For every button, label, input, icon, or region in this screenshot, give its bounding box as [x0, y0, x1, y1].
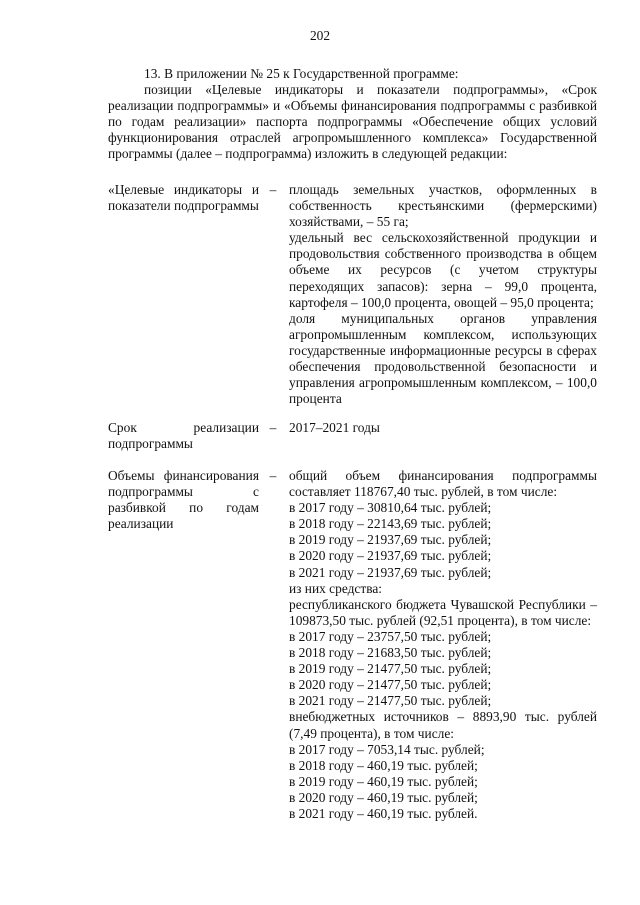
row-label: «Целевые индикаторы и показатели подпрограммы — [108, 182, 259, 214]
intro — [108, 66, 597, 163]
content-item: общий объем финансирования подпрограммы составляет 118767,40 тыс. рублей, в том числе: — [289, 468, 597, 500]
content-item: в 2017 году – 7053,14 тыс. рублей; — [289, 741, 485, 757]
content-item: в 2020 году – 460,19 тыс. рублей; — [289, 789, 478, 805]
content-item: в 2017 году – 30810,64 тыс. рублей; — [289, 500, 492, 516]
content-item: в 2021 году – 21477,50 тыс. рублей; — [289, 693, 492, 709]
content-item: площадь земельных участков, оформленных в собственность крестьянскими (фермерскими) хозяйствами, – 55 га; — [289, 182, 597, 230]
content-item: 2017–2021 годы — [289, 420, 380, 435]
content-item: республиканского бюджета Чувашской Республики – 109873,50 тыс. рублей (92,51 процента), в том числе: — [289, 596, 597, 628]
content-item: в 2017 году – 23757,50 тыс. рублей; — [289, 628, 492, 644]
row-content — [289, 182, 597, 407]
row-content — [289, 420, 597, 436]
content-item: в 2018 году – 22143,69 тыс. рублей; — [289, 516, 492, 532]
content-item: в 2021 году – 460,19 тыс. рублей. — [289, 805, 478, 821]
row-dash: – — [269, 468, 277, 483]
content-item: из них средства: — [289, 580, 383, 596]
content-item: внебюджетных источников – 8893,90 тыс. рублей (7,49 процента), в том числе: — [289, 709, 597, 741]
page-number: 202 — [309, 28, 331, 43]
content-item: в 2020 году – 21477,50 тыс. рублей; — [289, 677, 492, 693]
intro-paragraph: позиции «Целевые индикаторы и показатели подпрограммы», «Срок реализации подпрограммы» и «Объемы финансирования подпрограммы с разбивкой по годам реализации» паспорта подпрограммы «Обеспечение общих условий функционирования отраслей агропромышленного комплекса» Государственной программы (далее – подпрограмма) изложить в следующей редакции: — [108, 82, 597, 162]
content-item: удельный вес сельскохозяйственной продукции и продовольствия собственного производства в общем объеме их ресурсов (с учетом структуры переходящих запасов): зерна – 99,0 процента, картофеля – 100,0 процента, овощей – 95,0 процента; — [289, 230, 597, 310]
intro-heading: 13. В приложении № 25 к Государственной программе: — [144, 66, 459, 81]
row-content — [289, 468, 597, 822]
content-item: доля муниципальных органов управления агропромышленным комплексом, использующих государственные информационные ресурсы в сферах обеспечения продовольственной безопасности и управления агропромышленным комплексом, – 100,0 процента — [289, 310, 597, 407]
content-item: в 2021 году – 21937,69 тыс. рублей; — [289, 564, 492, 580]
content-item: в 2020 году – 21937,69 тыс. рублей; — [289, 548, 492, 564]
row-label: Объемы финансирования подпрограммы с разбивкой по годам реализации — [108, 468, 259, 532]
content-item: в 2019 году – 21937,69 тыс. рублей; — [289, 532, 492, 548]
content-item: в 2019 году – 460,19 тыс. рублей; — [289, 773, 478, 789]
row-label: Срок реализации подпрограммы — [108, 420, 259, 452]
row-dash: – — [269, 182, 277, 197]
content-item: в 2018 году – 21683,50 тыс. рублей; — [289, 645, 492, 661]
row-dash: – — [269, 420, 277, 435]
content-item: в 2019 году – 21477,50 тыс. рублей; — [289, 661, 492, 677]
content-item: в 2018 году – 460,19 тыс. рублей; — [289, 757, 478, 773]
